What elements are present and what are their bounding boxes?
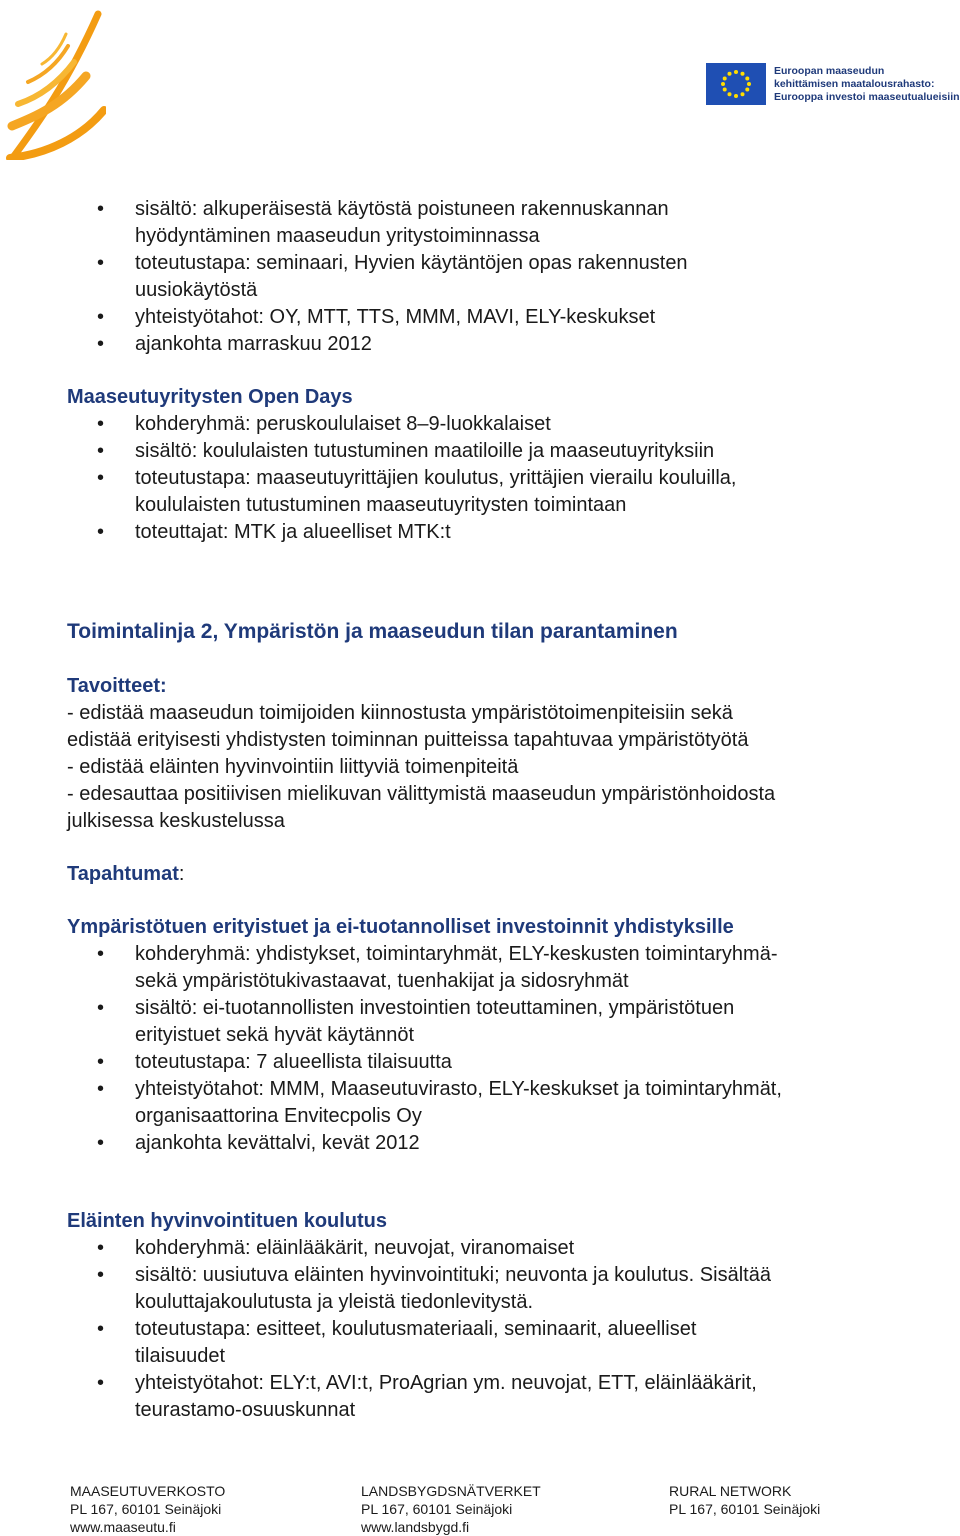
- list-item: • ajankohta marraskuu 2012: [67, 331, 897, 358]
- list-item: • yhteistyötahot: MMM, Maaseutuvirasto, ELY-keskukset ja toimintaryhmät, organisaattorina Envitecpolis Oy: [67, 1076, 897, 1130]
- eu-flag-icon: [706, 63, 766, 105]
- footer-link[interactable]: www.landsbygd.fi: [361, 1519, 470, 1535]
- list-item: • kohderyhmä: yhdistykset, toimintaryhmät, ELY-keskusten toimintaryhmä- sekä ympäristötukivastaavat, tuenhakijat ja sidosryhmät: [67, 941, 897, 995]
- maaseutuverkosto-logo: [6, 6, 106, 160]
- footer-link[interactable]: www.maaseutu.fi: [70, 1519, 176, 1535]
- list-item: • kohderyhmä: eläinlääkärit, neuvojat, viranomaiset: [67, 1235, 897, 1262]
- open-days-list: [67, 411, 897, 546]
- ymparisto-heading: Ympäristötuen erityistuet ja ei-tuotannolliset investoinnit yhdistyksille: [67, 916, 734, 938]
- goals-label: Tavoitteet:: [67, 675, 167, 697]
- elainten-list: [67, 1235, 897, 1424]
- list-item: • toteutustapa: maaseutuyrittäjien koulutus, yrittäjien vierailu kouluilla, koululaisten tutustuminen maaseutuyritysten toimintaan: [67, 465, 897, 519]
- eu-funding-text: Euroopan maaseudun kehittämisen maatalousrahasto: Eurooppa investoi maaseutualueisiin: [774, 64, 960, 103]
- list-item: • yhteistyötahot: OY, MTT, TTS, MMM, MAVI, ELY-keskukset: [67, 304, 897, 331]
- footer-col-landsbygdsnatverket: LANDSBYGDSNÄTVERKET PL 167, 60101 Seinäjoki www.landsbygd.fi: [361, 1483, 541, 1535]
- list-item: • ajankohta kevättalvi, kevät 2012: [67, 1130, 897, 1157]
- ymparisto-list: [67, 941, 897, 1157]
- list-item: • kohderyhmä: peruskoululaiset 8–9-luokkalaiset: [67, 411, 897, 438]
- elainten-heading: Eläinten hyvinvointituen koulutus: [67, 1210, 388, 1232]
- list-item: • toteuttajat: MTK ja alueelliset MTK:t: [67, 519, 897, 546]
- list-item: • sisältö: alkuperäisestä käytöstä poistuneen rakennuskannan hyödyntäminen maaseudun yritystoiminnassa: [67, 196, 897, 250]
- list-item: • yhteistyötahot: ELY:t, AVI:t, ProAgrian ym. neuvojat, ETT, eläinlääkärit, teurastamo-osuuskunnat: [67, 1370, 897, 1424]
- goals-text: - edistää maaseudun toimijoiden kiinnostusta ympäristötoimenpiteisiin sekä edistää erityisesti yhdistysten toiminnan puitteissa tapahtuvaa ympäristötyötä - edistää eläinten hyvinvointiin liittyviä toimenpiteitä - edesauttaa positiivisen mielikuvan välittymistä maaseudun ympäristönhoidosta julkisessa keskustelussa: [67, 702, 776, 832]
- list-item: • sisältö: uusiutuva eläinten hyvinvointituki; neuvonta ja koulutus. Sisältää kouluttajakoulutusta ja yleistä tiedonlevitystä.: [67, 1262, 897, 1316]
- open-days-heading: Maaseutuyritysten Open Days: [67, 386, 353, 408]
- section-a-list: [67, 196, 897, 358]
- document-body: [67, 196, 897, 1424]
- toimintalinja-heading: Toimintalinja 2, Ympäristön ja maaseudun tilan parantaminen: [67, 620, 678, 643]
- footer-col-maaseutuverkosto: MAASEUTUVERKOSTO PL 167, 60101 Seinäjoki www.maaseutu.fi: [70, 1483, 226, 1535]
- events-label: Tapahtumat:: [67, 863, 185, 885]
- eu-funding-logo: [706, 62, 960, 106]
- footer-col-rural-network: RURAL NETWORK PL 167, 60101 Seinäjoki: [669, 1483, 821, 1517]
- list-item: • sisältö: ei-tuotannollisten investointien toteuttaminen, ympäristötuen erityistuet sekä hyvät käytännöt: [67, 995, 897, 1049]
- list-item: • sisältö: koululaisten tutustuminen maatiloille ja maaseutuyrityksiin: [67, 438, 897, 465]
- list-item: • toteutustapa: seminaari, Hyvien käytäntöjen opas rakennusten uusiokäytöstä: [67, 250, 897, 304]
- list-item: • toteutustapa: esitteet, koulutusmateriaali, seminaarit, alueelliset tilaisuudet: [67, 1316, 897, 1370]
- list-item: • toteutustapa: 7 alueellista tilaisuutta: [67, 1049, 897, 1076]
